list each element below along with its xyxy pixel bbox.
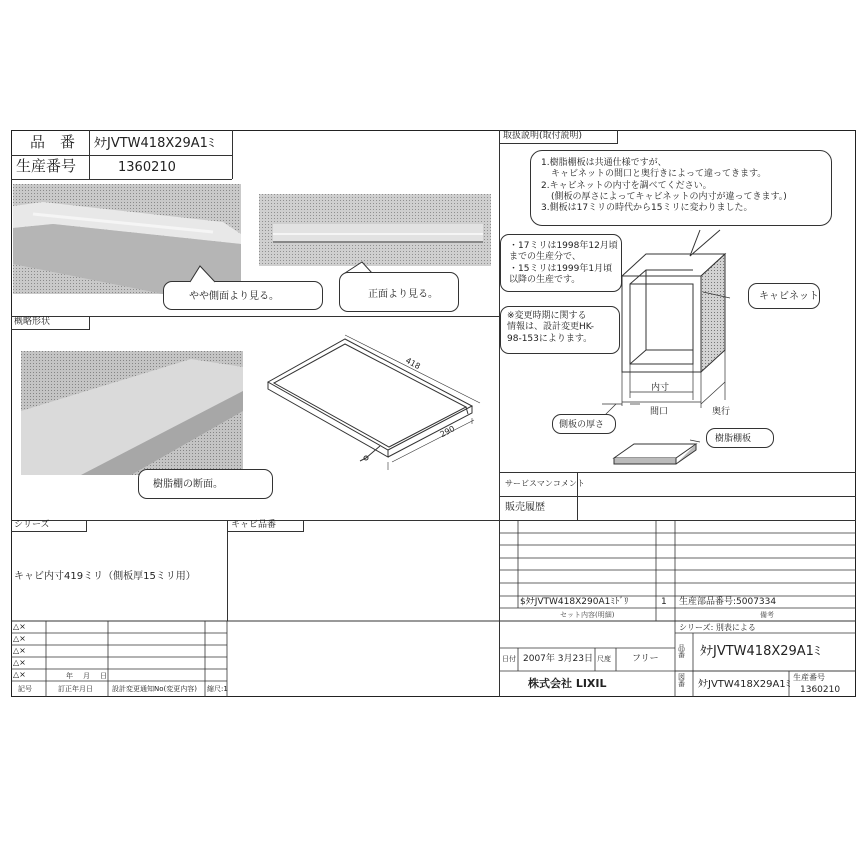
header-right-line bbox=[232, 130, 233, 179]
sales-history-label: 販売履歴 bbox=[505, 502, 545, 513]
side-view-photo bbox=[13, 184, 241, 294]
note-line-3: 2.キャビネットの内寸を調べてください。 bbox=[541, 180, 712, 191]
side-view-caption bbox=[163, 281, 323, 310]
cabinet-label bbox=[748, 283, 820, 309]
note-line-5: 3.側板は17ミリの時代から15ミリに変わりました。 bbox=[541, 203, 753, 213]
parts-head-note: 備考 bbox=[760, 611, 774, 619]
rev-col-notice: 設計変更通知No(変更内容) bbox=[112, 685, 197, 693]
series-col-line bbox=[227, 520, 228, 621]
shelf-label-text: 樹脂棚板 bbox=[715, 434, 752, 444]
rev-mark-3: △× bbox=[13, 646, 26, 655]
cabinet-label-text: キャビネット bbox=[759, 291, 819, 302]
rev-col-ratio: 縮尺:1 bbox=[207, 685, 228, 693]
tb-date-value: 2007年 3月23日 bbox=[523, 654, 593, 664]
tb-name-value: ﾀﾅJVTW418X29A1ﾐ bbox=[700, 644, 821, 659]
side-caption-text: やや側面より見る。 bbox=[189, 291, 279, 302]
tb-prod-value: 1360210 bbox=[800, 685, 841, 695]
dim-418: 418 bbox=[404, 355, 422, 372]
instructions-title: 取扱説明(取付説明) bbox=[503, 131, 583, 141]
series-tab bbox=[11, 520, 87, 532]
side-thickness-label bbox=[552, 414, 616, 434]
outline-tab bbox=[11, 316, 90, 330]
tb-date-label: 日付 bbox=[502, 655, 516, 663]
change-note bbox=[500, 306, 620, 354]
rev-col-mark: 記号 bbox=[18, 685, 32, 693]
instructions-tab bbox=[500, 130, 618, 144]
cabi-tab bbox=[228, 520, 304, 532]
tb-company: 株式会社 LIXIL bbox=[528, 677, 607, 690]
service-top-line bbox=[499, 472, 856, 473]
tb-scale-label: 尺度 bbox=[597, 655, 611, 663]
change-line-1: ※変更時期に関する bbox=[507, 311, 587, 321]
header-col-line bbox=[89, 130, 90, 179]
parts-qty: 1 bbox=[661, 597, 667, 607]
parts-set-name: $ﾀﾅJVTW418X290A1ﾐﾄﾞﾘ bbox=[520, 597, 629, 607]
width-label: 間口 bbox=[650, 407, 669, 417]
header-row-line bbox=[11, 155, 232, 156]
tb-name-label: 品番 bbox=[678, 644, 685, 659]
rev-mark-5: △× bbox=[13, 670, 26, 679]
shelf-label bbox=[706, 428, 774, 448]
header-bottom-line bbox=[11, 179, 232, 180]
rev-month: 月 bbox=[83, 672, 90, 680]
era-note bbox=[500, 234, 622, 292]
rev-mark-4: △× bbox=[13, 658, 26, 667]
series-value: キャビ内寸419ミリ（側板厚15ミリ用） bbox=[14, 571, 196, 582]
front-caption-text: 正面より見る。 bbox=[368, 289, 438, 300]
tb-drawing-label: 図番 bbox=[678, 673, 685, 688]
parts-number: 生産部品番号:5007334 bbox=[679, 597, 777, 607]
cabi-label: キャビ品番 bbox=[231, 520, 277, 530]
rev-col-date: 訂正年月日 bbox=[58, 685, 93, 693]
rev-day: 日 bbox=[100, 672, 107, 680]
era-line-3: ・15ミリは1999年1月頃 bbox=[509, 263, 613, 274]
era-line-2: までの生産分で、 bbox=[509, 252, 581, 263]
rev-mark-2: △× bbox=[13, 634, 26, 643]
rev-mark-1: △× bbox=[13, 622, 26, 631]
note-line-4: (側板の厚さによってキャビネットの内寸が違ってきます。) bbox=[551, 191, 787, 202]
era-line-1: ・17ミリは1998年12月頃 bbox=[509, 241, 618, 251]
tb-prod-label: 生産番号 bbox=[793, 673, 825, 682]
note-line-2: キャビネットの間口と奥行きによって違ってきます。 bbox=[551, 169, 767, 180]
section-caption bbox=[138, 469, 273, 499]
section-photo bbox=[21, 351, 243, 475]
instructions-note bbox=[530, 150, 832, 226]
era-line-4: 以降の生産です。 bbox=[509, 274, 581, 285]
change-line-3: 98-153によります。 bbox=[507, 333, 593, 344]
inner-dim-label: 内寸 bbox=[651, 383, 670, 393]
service-comment-label: サービスマンコメント bbox=[505, 479, 585, 488]
section-caption-text: 樹脂棚の断面。 bbox=[153, 479, 223, 490]
tb-drawing-value: ﾀﾅJVTW418X29A1ﾐ bbox=[698, 679, 791, 690]
side-thickness-text: 側板の厚さ bbox=[559, 420, 605, 430]
prod-value: 1360210 bbox=[118, 160, 176, 175]
outline-title: 概略形状 bbox=[14, 317, 51, 327]
tb-scale-value: フリー bbox=[632, 654, 659, 664]
depth-label: 奥行 bbox=[712, 407, 731, 417]
front-view-caption bbox=[339, 272, 459, 312]
part-value: ﾀﾅJVTW418X29A1ﾐ bbox=[94, 136, 215, 151]
service-mid-line bbox=[499, 496, 856, 497]
parts-head-set: セット内容(明細) bbox=[560, 611, 615, 619]
part-label: 品 番 bbox=[30, 133, 76, 151]
front-view-photo bbox=[259, 194, 491, 266]
change-line-2: 情報は、設計変更HK- bbox=[507, 322, 594, 333]
dim-290: 290 bbox=[438, 423, 457, 440]
rev-year: 年 bbox=[66, 672, 73, 680]
prod-label: 生産番号 bbox=[16, 157, 77, 175]
service-bottom-line bbox=[499, 520, 856, 521]
main-vertical-line bbox=[499, 130, 500, 697]
series-label: シリーズ bbox=[14, 520, 50, 530]
note-line-1: 1.樹脂棚板は共通仕様ですが、 bbox=[541, 158, 667, 168]
tb-series-note: シリーズ: 別表による bbox=[679, 623, 756, 632]
